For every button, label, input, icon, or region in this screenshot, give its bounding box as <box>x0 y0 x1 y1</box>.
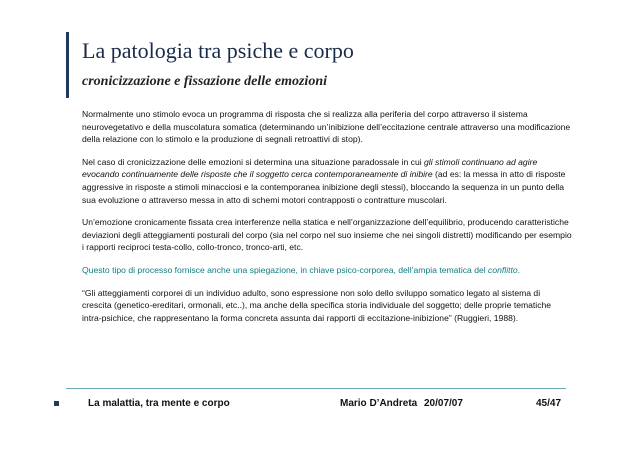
footer-topic: La malattia, tra mente e corpo <box>88 398 230 409</box>
slide-body <box>82 108 572 334</box>
paragraph-4 <box>82 264 572 277</box>
footer-author: Mario D’Andreta <box>340 398 418 409</box>
square-bullet-icon <box>54 401 59 406</box>
footer-date: 20/07/07 <box>424 398 463 409</box>
paragraph-5-quote: “Gli atteggiamenti corporei di un individuo adulto, sono espressione non solo dello sviluppo somatico legato al sistema di crescita (genetico-ereditari, ormonali, etc..), ma anche della specifica storia individuale del soggetto; delle proprie tematiche intra-psichice, che rappresentano la forma concreta assunta dai rapporti di eccitazione-inibizione” (Ruggieri, 1988). <box>82 287 552 323</box>
footer-page-number: 45/47 <box>536 398 562 409</box>
paragraph-2-emphasis: gli stimoli continuano ad agire evocando continuamente delle risposte che il soggetto cerca contemporaneamente di inibire <box>82 156 538 180</box>
paragraph-3: Un’emozione cronicamente fissata crea interferenze nella statica e nell’organizzazione dell’equilibrio, producendo caratteristiche deviazioni degli atteggiamenti posturali del corpo (sia nel corpo nel suo insieme che nei singoli distretti) modificando per esempio i rapporti reciproci testa-collo, collo-tronco, tronco-arti, etc. <box>82 217 572 253</box>
paragraph-4-end: . <box>517 264 521 275</box>
slide-subtitle: cronicizzazione e fissazione delle emozioni <box>82 74 327 89</box>
slide-title: La patologia tra psiche e corpo <box>82 38 354 63</box>
paragraph-2-start: Nel caso di cronicizzazione delle emozioni si determina una situazione paradossale in cui <box>82 156 425 167</box>
title-accent-bar <box>66 32 69 98</box>
paragraph-4-emphasis: conflitto <box>488 264 518 275</box>
paragraph-1: Normalmente uno stimolo evoca un programma di risposta che si realizza alla periferia del corpo attraverso il sistema neurovegetativo e della muscolatura somatica (determinando un’inibizione dell’eccitazione centrale attraverso una modificazione della relazione con lo stimolo e la produzione di segnali retroattivi di stop). <box>82 109 571 145</box>
paragraph-4-start: Questo tipo di processo fornisce anche una spiegazione, in chiave psico-corporea, dell’ampia tematica del <box>82 264 489 275</box>
paragraph-2 <box>82 156 572 206</box>
footer <box>54 398 574 412</box>
footer-divider <box>66 388 566 389</box>
paragraph-2-end: (ad es: la messa in atto di risposte aggressive in risposte a stimoli minacciosi e la contemporanea inibizione degli stessi), bloccando la sequenza in un punto della sua evoluzione o attraverso messa in atto di schemi motori contrapposti o contratture muscolari. <box>82 169 566 205</box>
